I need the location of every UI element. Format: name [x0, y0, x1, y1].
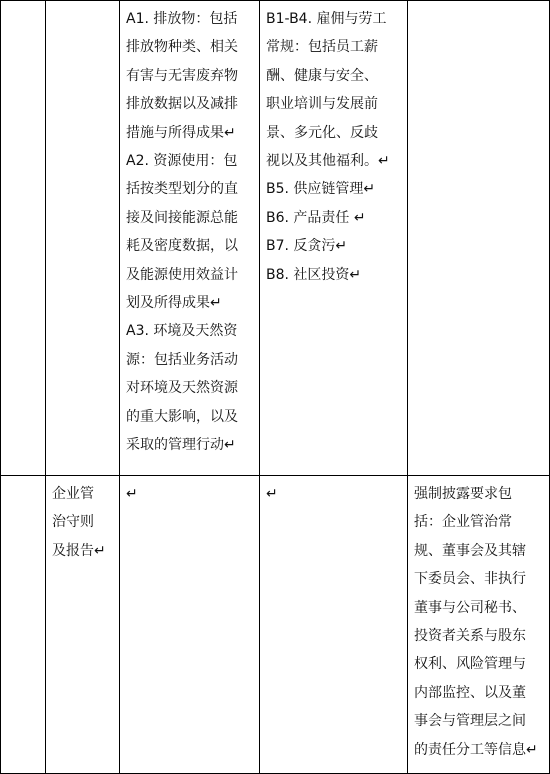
text-line: 职业培训与发展前 — [266, 96, 378, 113]
text-line: A2. 资源使用：包 — [126, 153, 238, 170]
text-line: 企业管 — [52, 486, 94, 502]
cell-r2-c3 — [120, 476, 260, 774]
table-row-governance — [1, 476, 550, 774]
text-line: 常规：包括员工薪 — [266, 39, 378, 56]
cell-r1-c2 — [46, 1, 120, 476]
text-line: 下委员会、非执行 — [414, 571, 526, 588]
text-line: 景、多元化、反歧 — [266, 124, 378, 141]
text-line: 事会与管理层之间 — [414, 713, 526, 730]
text-line: 的责任分工等信息↵ — [414, 741, 538, 758]
text-line: 措施与所得成果↵ — [126, 124, 236, 141]
empty-paragraph-mark — [120, 476, 259, 508]
cell-r1-c3 — [120, 1, 260, 476]
environment-aspects-text — [120, 1, 259, 460]
text-line: 有害与无害废弃物 — [126, 67, 238, 84]
text-line: 括：企业管治常 — [414, 514, 512, 531]
text-line: 采取的管理行动↵ — [126, 437, 236, 454]
text-line: 括按类型划分的直 — [126, 181, 238, 198]
text-line: B5. 供应链管理↵ — [266, 181, 376, 198]
text-line: 接及间接能源总能 — [126, 209, 238, 226]
text-line: 划及所得成果↵ — [126, 295, 222, 312]
text-line: 源：包括业务活动 — [126, 351, 238, 368]
text-line: 董事与公司秘书、 — [414, 599, 526, 616]
text-line: 视以及其他福利。↵ — [266, 153, 390, 170]
text-line: 排放物种类、相关 — [126, 39, 238, 56]
cell-r1-c1 — [1, 1, 46, 476]
cell-r1-c4 — [260, 1, 408, 476]
social-aspects-text — [260, 1, 407, 289]
text-line: 内部监控、以及董 — [414, 684, 526, 701]
cell-r1-c5 — [408, 1, 550, 476]
text-line: 强制披露要求包 — [414, 486, 512, 502]
cell-r2-c5 — [408, 476, 550, 774]
text-line: 及能源使用效益计 — [126, 266, 238, 283]
governance-code-label — [46, 476, 119, 565]
cell-r2-c4 — [260, 476, 408, 774]
empty-paragraph-mark — [260, 476, 407, 508]
governance-requirements-text — [408, 476, 549, 764]
text-line: 耗及密度数据，以 — [126, 238, 238, 255]
text-line: 及报告↵ — [52, 542, 106, 559]
text-line: 排放数据以及减排 — [126, 96, 238, 113]
text-line: B1-B4. 雇佣与劳工 — [266, 11, 387, 27]
text-line: 投资者关系与股东 — [414, 628, 526, 645]
text-line: B7. 反贪污↵ — [266, 238, 348, 255]
text-line: 的重大影响，以及 — [126, 408, 238, 425]
cell-r2-c1 — [1, 476, 46, 774]
table-row-environmental-social — [1, 1, 550, 476]
text-line: 对环境及天然资源 — [126, 380, 238, 397]
text-line: B6. 产品责任 ↵ — [266, 209, 366, 226]
text-line: A3. 环境及天然资 — [126, 323, 238, 340]
text-line: 治守则 — [52, 514, 94, 531]
text-line: ↵ — [266, 486, 278, 502]
text-line: A1. 排放物：包括 — [126, 11, 238, 27]
text-line: B8. 社区投资↵ — [266, 266, 362, 283]
text-line: 酬、健康与安全、 — [266, 67, 378, 84]
text-line: 权利、风险管理与 — [414, 656, 526, 673]
text-line: 规、董事会及其辖 — [414, 542, 526, 559]
cell-r2-c2 — [46, 476, 120, 774]
text-line: ↵ — [126, 486, 138, 502]
